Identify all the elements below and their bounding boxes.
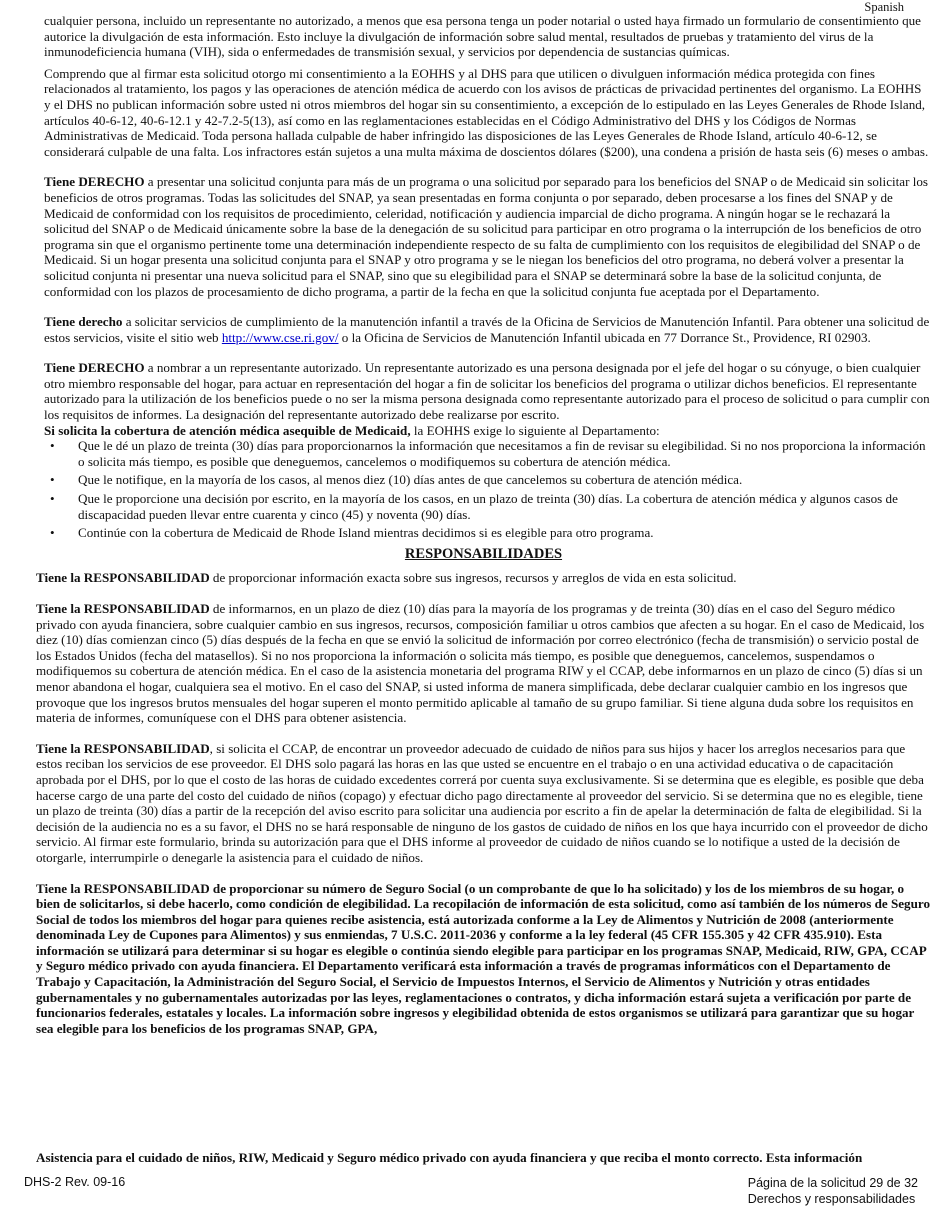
right-joint-application	[44, 174, 931, 299]
responsibilities-heading: RESPONSABILIDADES	[404, 545, 563, 562]
form-id: DHS-2 Rev. 09-16	[24, 1175, 126, 1189]
list-item	[50, 438, 931, 469]
bullet-icon: •	[50, 438, 55, 454]
responsibility-report-changes	[36, 601, 931, 726]
right-lead: Tiene DERECHO	[44, 360, 145, 376]
page-footer	[748, 1175, 918, 1207]
list-item-text: Que le notifique, en la mayoría de los casos, al menos diez (10) días antes de que cancelemos su cobertura de atención médica.	[78, 472, 743, 488]
bullet-icon: •	[50, 491, 55, 507]
list-item	[50, 491, 931, 522]
responsibility-lead: Tiene la RESPONSABILIDAD	[36, 570, 210, 586]
responsibility-ccap	[36, 741, 931, 866]
responsibility-social-security: Tiene la RESPONSABILIDAD de proporcionar su número de Seguro Social (o un comprobante de que lo ha solicitado) y los de los miembros de su hogar, o bien de solicitarlos, si debe hacerlo, como condición de elegibilidad. La recopilación de información de esta solicitud, como así también de los números de Seguro Social de todos los miembros del hogar para quienes recibe asistencia, está autorizada conforme a la Ley de Alimentos y Nutrición de 2008 (anteriormente denominada Ley de Cupones para Alimentos) y sus enmiendas, 7 U.S.C. 2011-2036 y conforme a la ley federal (45 CFR 155.305 y 42 CFR 435.910). Esta información se utilizará para determinar si su hogar es elegible o continúa siendo elegible para participar en los programas SNAP, Medicaid, RIW, GPA, CCAP y Seguro médico privado con ayuda financiera. El Departamento verificará esta información a través de programas informáticos con el Departamento de Trabajo y Capacitación, la Administración del Seguro Social, el Servicio de Impuestos Internos, el Servicio de Alimentos y Nutrición y otras entidades gubernamentales y no gubernamentales autorizadas por las leyes, reglamentaciones o contratos, y dicha información estará sujeta a verificación por parte de funcionarios federales, estatales y locales. La información sobre ingresos y elegibilidad obtenida de estos organismos se utilizará para garantizar que su hogar sea elegible para los beneficios de los programas SNAP, GPA,	[36, 880, 931, 1036]
medicaid-bullet-list	[36, 438, 931, 541]
section-label: Derechos y responsabilidades	[747, 1192, 916, 1206]
right-authorized-representative	[44, 360, 931, 422]
cse-website-link[interactable]: http://www.cse.ri.gov/	[221, 329, 339, 345]
medicaid-lead: Si solicita la cobertura de atención médica asequible de Medicaid,	[44, 422, 411, 438]
responsibility-lead: Tiene la RESPONSABILIDAD	[36, 740, 210, 756]
privacy-paragraph-1: cualquier persona, incluido un representante no autorizado, a menos que esa persona tenga un poder notarial o usted haya firmado un formulario de consentimiento que autorice la divulgación de esta información. Esto incluye la divulgación de información sobre salud mental, resultados de pruebas y tratamiento del virus de la inmunodeficiencia humana (VIH), sida o enfermedades de transmisión sexual, y servicios por dependencia de sustancias químicas.	[44, 13, 921, 60]
bullet-icon: •	[50, 525, 55, 541]
language-label: Spanish	[864, 0, 904, 14]
list-item-text: Que le proporcione una decisión por escrito, en la mayoría de los casos, en un plazo de treinta (30) días. La cobertura de atención médica y algunos casos de discapacidad pueden llevar entre cuarenta y cinco (45) y noventa (90) días.	[78, 491, 898, 522]
responsibility-lead: Tiene la RESPONSABILIDAD	[36, 601, 210, 616]
medicaid-intro	[44, 423, 931, 439]
responsibility-text: de informarnos, en un plazo de diez (10) días para la mayoría de los programas y de treinta (30) días en el caso del Seguro médico privado con ayuda financiera, sobre cualquier cambio en sus ingresos, recursos, composición familiar u otros cambios que afecten a su hogar. En el caso de Medicaid, los diez (10) días comienzan cinco (5) días después de la fecha en que se envió la solicitud de información por correo electrónico (fecha de transmisión) o servicio postal de los Estados Unidos (fecha del matasellos). Si no nos proporciona la información o solicita más tiempo, es posible que deneguemos, cancelemos, suspendamos o modifiquemos su cobertura de atención médica. En el caso de la asistencia monetaria del programa RIW y el CCAP, debe informarnos en un plazo de cinco (5) días si un menor abandona el hogar, cualquiera sea el motivo. En el caso del SNAP, si usted informa de manera simplificada, debe declarar cualquier cambio en los ingresos que provoque que los ingresos brutos mensuales del hogar superen el monto permitido aplicable al tamaño de su grupo familiar. Si tiene alguna duda sobre los requisitos en materia de informes, comuníquese con el DHS para obtener asistencia.	[36, 601, 925, 726]
list-item-text: Que le dé un plazo de treinta (30) días para proporcionarnos la información que necesitamos a fin de revisar su elegibilidad. Si no nos proporciona la información o solicita más tiempo, es posible que deneguemos, cancelemos o modifiquemos su cobertura de atención médica.	[78, 438, 926, 469]
right-text: o la Oficina de Servicios de Manutención Infantil ubicada en 77 Dorrance St., Providence, RI 02903.	[338, 329, 871, 345]
right-text: a presentar una solicitud conjunta para más de un programa o una solicitud por separado para los beneficios del SNAP o de Medicaid sin solicitar los beneficios de otros programas. Todas las solicitudes del SNAP, ya sean presentadas en forma conjunta o por separado, deben procesarse a los fines del SNAP y de Medicaid de conformidad con los requisitos de procedimiento, celeridad, notificación y audiencia imparcial de dicho programa. A ningún hogar se le rechazará la solicitud del SNAP o de Medicaid únicamente sobre la base de la denegación de su solicitud para participar en otro programa o la interrupción de los beneficios de otro programa sin que el organismo pertinente tome una determinación independiente respecto de su falta de cumplimiento con los requisitos de elegibilidad del SNAP o de Medicaid. Si un hogar presenta una solicitud conjunta para el SNAP y otro programa y se le niegan los beneficios del otro programa, no deberá volver a presentar la solicitud conjunta ni presentar una nueva solicitud para el SNAP, sino que su elegibilidad para el SNAP se determinará sobre la base de la solicitud conjunta, de conformidad con los plazos de procesamiento de dicho programa, a partir de la fecha en que la solicitud conjunta fue aceptada por el Departamento.	[44, 174, 929, 299]
right-lead: Tiene DERECHO	[44, 174, 145, 190]
right-lead: Tiene derecho	[44, 314, 123, 330]
list-item-text: Continúe con la cobertura de Medicaid de Rhode Island mientras decidimos si es elegible para otro programa.	[78, 525, 654, 541]
right-child-support	[44, 314, 931, 345]
responsibility-text: de proporcionar información exacta sobre sus ingresos, recursos y arreglos de vida en esta solicitud.	[209, 570, 737, 586]
page-number: Página de la solicitud 29 de 32	[747, 1176, 918, 1190]
document-body	[36, 13, 931, 1036]
right-text: a solicitar servicios de cumplimiento de la manutención infantil a través de la Oficina de Servicios de Manutención Infantil. Para obtener una solicitud de estos servicios, visite el sitio web	[44, 314, 930, 345]
continuation-line: Asistencia para el cuidado de niños, RIW, Medicaid y Seguro médico privado con ayuda financiera y que reciba el monto correcto. Esta información	[36, 1150, 863, 1165]
list-item	[50, 472, 931, 488]
bullet-icon: •	[50, 472, 55, 488]
privacy-paragraph-2: Comprendo que al firmar esta solicitud otorgo mi consentimiento a la EOHHS y al DHS para que utilicen o divulguen información médica protegida con fines relacionados al tratamiento, los pagos y las operaciones de atención médica de acuerdo con los avisos de prácticas de privacidad pertinentes del organismo. La EOHHS y el DHS no publican información sobre usted ni otros miembros del hogar sin su consentimiento, a excepción de lo estipulado en las Leyes Generales de Rhode Island, artículos 40-6-12, 40-6-12.1 y 42-7.2-5(13), así como en las reglamentaciones establecidas en el Código Administrativo del DHS y los Códigos de Normas Administrativas de Medicaid. Toda persona hallada culpable de haber infringido las disposiciones de las Leyes Generales de Rhode Island, artículo 40-6-12, se considerará culpable de una falta. Los infractores están sujetos a una multa máxima de doscientos dólares ($200), una condena a prisión de hasta seis (6) meses o ambas.	[44, 65, 929, 159]
right-text: a nombrar a un representante autorizado. Un representante autorizado es una persona designada por el jefe del hogar o su cónyuge, o bien cualquier otro miembro responsable del hogar, para actuar en representación del hogar a fin de solicitar los beneficios del programa o utilizar dichos beneficios. El representante autorizado para la utilización de los beneficios puede o no ser la misma persona designada como representante autorizado para el proceso de solicitud o para cumplir con los requisitos de informes. La designación del representante autorizado debe realizarse por escrito.	[44, 360, 930, 423]
medicaid-text: la EOHHS exige lo siguiente al Departamento:	[410, 422, 660, 438]
list-item	[50, 525, 931, 541]
responsibility-text: , si solicita el CCAP, de encontrar un proveedor adecuado de cuidado de niños para sus hijos y hacer los arreglos necesarios para que estos reciban los servicios de ese proveedor. El DHS solo pagará las horas en las que usted se encuentre en el trabajo o en una actividad educativa o de capacitación aprobada por el DHS, por lo que el costo de las horas de cuidado excedentes correrá por cuenta suya exclusivamente. Si se determina que es elegible, es posible que deba hacerse cargo de una parte del costo del cuidado de niños (copago) y efectuar dicho pago directamente al proveedor del servicio. Si se determina que no es elegible, tiene un plazo de treinta (30) días a partir de la recepción del aviso escrito para solicitar una audiencia por escrito a fin de apelar la determinación de falta de elegibilidad. Si la decisión de la audiencia no es a su favor, el DHS no se hará responsable de ninguno de los gastos de cuidado de niños en los que haya incurrido con el proveedor de dicho servicio. Al firmar este formulario, brinda su autorización para que el DHS informe al proveedor de cuidado de niños cuando se lo notifique a usted de la decisión de otorgarle, interrumpirle o denegarle la asistencia para el cuidado de niños.	[36, 740, 928, 865]
responsibility-accurate-info	[36, 570, 931, 586]
